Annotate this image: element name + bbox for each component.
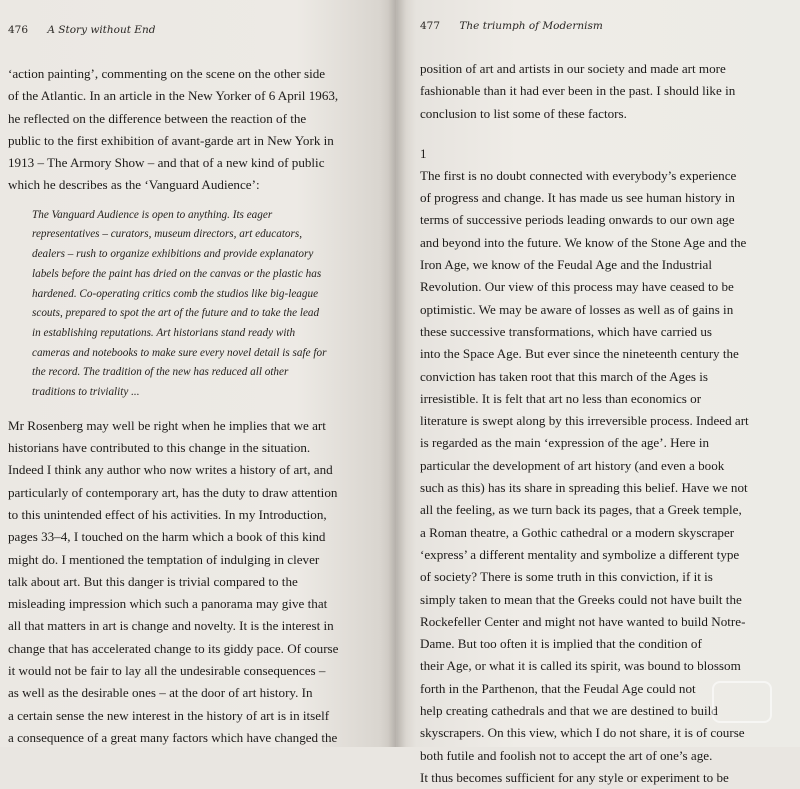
text-line: into the Space Age. But ever since the nineteenth century the: [420, 346, 739, 362]
text-line: public to the first exhibition of avant-garde art in New York in: [8, 132, 334, 148]
text-line: skyscrapers. On this view, which I do not share, it is of course: [420, 725, 745, 741]
text-line: talk about art. But this danger is trivial compared to the: [8, 573, 298, 589]
text-line: terms of successive periods leading onwards to our own age: [420, 212, 735, 228]
text-line: position of art and artists in our society and made art more: [420, 61, 726, 76]
text-line: 1913 – The Armory Show – and that of a new kind of public: [8, 155, 325, 171]
text-line: Iron Age, we know of the Feudal Age and the Industrial: [420, 257, 712, 273]
quote-line: cameras and notebooks to make sure every novel detail is safe for: [32, 346, 327, 359]
text-line: pages 33–4, I touched on the harm which a book of this kind: [8, 529, 326, 545]
text-line: and beyond into the future. We know of the Stone Age and the: [420, 234, 747, 250]
text-line: irresistible. It is felt that art no less than economics or: [420, 390, 702, 406]
text-line: historians have contributed to this change in the situation.: [8, 440, 311, 456]
text-line: a Roman theatre, a Gothic cathedral or a modern skyscraper: [420, 524, 735, 540]
right-body: [420, 58, 784, 789]
text-line: a certain sense the new interest in the history of art is in itself: [8, 707, 330, 723]
text-line: help creating cathedrals and that we are destined to build: [420, 703, 718, 719]
quote-line: in establishing reputations. Art historians stand ready with: [32, 327, 296, 339]
quote-line: representatives – curators, museum directors, art educators,: [32, 228, 303, 241]
text-line: simply taken to mean that the Greeks could not have built the: [420, 591, 742, 607]
text-line: to this unintended effect of his activities. In my Introduction,: [8, 507, 327, 522]
quote-line: hardened. Co-operating critics comb the studios like big-league: [32, 287, 319, 300]
text-line: all the feeling, as we turn back its pages, that a Greek temple,: [420, 502, 742, 518]
text-line: such as this) has its share in spreading this belief. Have we not: [420, 480, 748, 496]
text-line: a consequence of a great many factors which have changed the: [8, 729, 338, 745]
text-line: Rockefeller Center and might not have wanted to build Notre-: [420, 613, 746, 629]
text-line: misleading impression which such a panorama may give that: [8, 596, 328, 612]
text-line: Mr Rosenberg may well be right when he implies that we art: [8, 417, 326, 433]
right-running-head: [420, 16, 784, 36]
block-quote: [32, 206, 384, 403]
text-line: of the Atlantic. In an article in the New Yorker of 6 April 1963,: [8, 88, 339, 104]
text-line: Dame. But too often it is implied that the condition of: [420, 636, 702, 652]
left-page: [0, 0, 396, 747]
text-line: The first is no doubt connected with everybody’s experience: [420, 167, 737, 183]
text-line: conviction has taken root that this march of the Ages is: [420, 368, 708, 384]
text-line: might do. I mentioned the temptation of indulging in clever: [8, 551, 320, 567]
quote-line: the record. The tradition of the new has reduced all other: [32, 366, 289, 379]
quote-line: labels before the paint has dried on the canvas or the plastic has: [32, 267, 322, 280]
text-line: all that matters in art is change and novelty. It is the interest in: [8, 618, 334, 634]
text-line: of progress and change. It has made us see human history in: [420, 190, 735, 206]
text-line: Revolution. Our view of this process may have ceased to be: [420, 279, 734, 295]
text-line: their Age, or what it is called its spirit, was bound to blossom: [420, 658, 741, 674]
section-number: 1: [420, 145, 427, 161]
quote-line: The Vanguard Audience is open to anything. Its eager: [32, 208, 273, 221]
text-line: these successive transformations, which have carried us: [420, 323, 712, 339]
right-main-paragraph: [420, 165, 784, 789]
quote-line: dealers – rush to organize exhibitions and provide explanatory: [32, 248, 314, 261]
text-line: he reflected on the difference between the reaction of the: [8, 110, 307, 126]
text-line: which he describes as the ‘Vanguard Audience’:: [8, 177, 260, 193]
right-running-title: The triumph of Modernism: [459, 20, 603, 32]
left-intro-paragraph: [8, 63, 384, 197]
text-line: of society? There is some truth in this conviction, if it is: [420, 569, 713, 585]
text-line: it would not be fair to lay all the undesirable consequences –: [8, 663, 326, 679]
text-line: is regarded as the main ‘expression of the age’. Here in: [420, 435, 710, 451]
text-line: as well as the desirable ones – at the door of art history. In: [8, 685, 313, 701]
left-body: [8, 63, 384, 749]
left-main-paragraph: [8, 415, 384, 749]
text-line: change that has accelerated change to its giddy pace. Of course: [8, 640, 339, 656]
text-line: It thus becomes sufficient for any style or experiment to be: [420, 769, 729, 785]
left-running-head: [8, 20, 384, 40]
right-page-number: 477: [420, 20, 441, 32]
right-page: [396, 0, 800, 785]
quote-line: scouts, prepared to spot the art of the future and to take the lead: [32, 307, 320, 320]
text-line: ‘action painting’, commenting on the scene on the other side: [8, 66, 326, 81]
text-line: literature is swept along by this irreversible process. Indeed art: [420, 413, 749, 429]
left-running-title: A Story without End: [47, 24, 156, 36]
quote-line: traditions to triviality ...: [32, 386, 140, 399]
text-line: particular the development of art history (and even a book: [420, 457, 725, 473]
text-line: ‘express’ a different mentality and symbolize a different type: [420, 546, 740, 562]
text-line: fashionable than it had ever been in the past. I should like in: [420, 83, 736, 99]
text-line: optimistic. We may be aware of losses as well as of gains in: [420, 301, 734, 317]
text-line: forth in the Parthenon, that the Feudal Age could not: [420, 680, 696, 696]
text-line: Indeed I think any author who now writes a history of art, and: [8, 462, 333, 478]
text-line: conclusion to list some of these factors.: [420, 105, 627, 121]
right-intro-paragraph: [420, 58, 784, 125]
text-line: particularly of contemporary art, has the duty to draw attention: [8, 484, 338, 500]
text-line: both futile and foolish not to accept the art of one’s age.: [420, 747, 713, 763]
left-page-number: 476: [8, 24, 29, 36]
